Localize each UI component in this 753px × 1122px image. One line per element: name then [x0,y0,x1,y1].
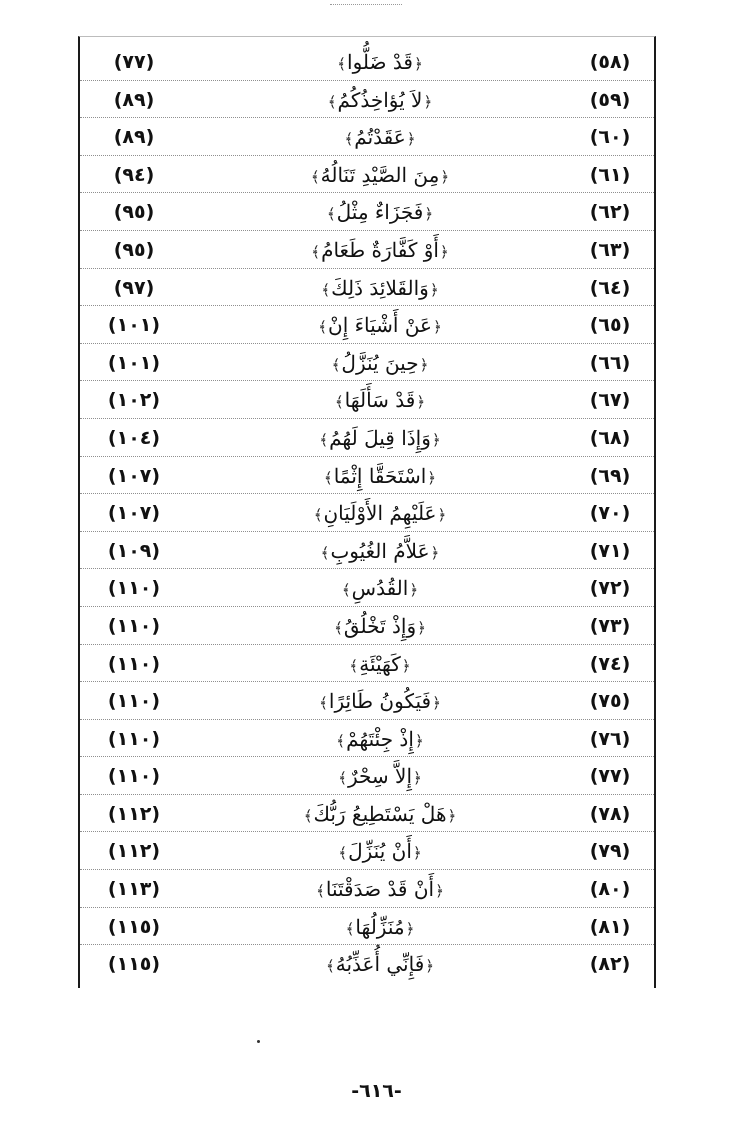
word-text: كَهَيْئَةِ [359,651,401,676]
word-text: مُنَزِّلُهَا [355,914,405,939]
table-row [80,156,654,194]
entry-number: (٦٣) [589,238,631,261]
ornate-bracket-close-icon: ﴾ [334,393,344,412]
ornate-bracket-open-icon: ﴿ [432,694,441,713]
quranic-word [250,763,510,791]
table-row [80,832,654,870]
page-reference: (١١٠) [107,614,161,637]
page-reference: (١٠٧) [107,502,161,525]
table-row [80,81,654,119]
ornate-bracket-close-icon: ﴾ [341,581,351,600]
entry-number: (٧٦) [589,727,631,750]
ornate-bracket-open-icon: ﴿ [435,882,444,901]
word-text: هَلْ يَسْتَطِيعُ رَبُّكَ [313,801,447,826]
quranic-word [250,500,510,528]
ornate-bracket-open-icon: ﴿ [440,167,450,186]
ornate-bracket-close-icon: ﴾ [338,769,347,788]
table-row [80,945,654,983]
entry-number: (٥٨) [589,51,631,73]
quranic-word [250,425,510,453]
table-row [80,344,654,382]
word-text: عَلَيْهِمُ الأَوْلَيَانِ [323,501,437,526]
page-reference: (٩٥) [113,238,155,261]
page-reference: (١٠١) [107,351,161,374]
page-reference: (١٠٧) [107,464,161,487]
entry-number: (٦٠) [589,126,631,149]
table-row [80,720,654,758]
page-reference: (١١٠) [107,652,161,675]
ornate-bracket-open-icon: ﴿ [424,205,434,224]
entry-number: (٦٢) [589,201,631,224]
word-text: فَإِنِّي أُعَذِّبُهُ [335,952,425,977]
page-reference: (١١٥) [107,915,161,938]
print-speck [257,1040,260,1043]
ornate-bracket-open-icon: ﴿ [413,55,423,73]
page-reference: (١١٠) [107,727,161,750]
ornate-bracket-open-icon: ﴿ [429,280,439,299]
word-text: حِينَ يُنَزَّلُ [341,350,419,375]
word-text: وَإِذْ تَخْلُقُ [343,613,417,638]
page-reference: (٧٧) [113,51,155,73]
ornate-bracket-close-icon: ﴾ [319,694,328,713]
word-text: مِنَ الصَّيْدِ تَنَالُهُ [320,162,440,187]
quranic-word [250,575,510,603]
top-divider [330,4,402,5]
ornate-bracket-open-icon: ﴿ [447,806,457,825]
page-reference: (٩٤) [113,163,155,186]
table-row [80,381,654,419]
ornate-bracket-open-icon: ﴿ [439,242,449,261]
entry-number: (٨٢) [589,953,631,976]
word-text: لاَ يُؤاخِذُكُمُ [337,87,423,112]
word-text: عَقَدْتُمُ [354,125,406,150]
word-text: وَالقَلائِدَ ذَلِكَ [331,275,429,300]
table-row [80,682,654,720]
table-row [80,757,654,795]
page-reference: (١١٥) [107,953,161,976]
quranic-word [250,613,510,641]
ornate-bracket-open-icon: ﴿ [416,393,426,412]
table-row [80,306,654,344]
page-reference: (٩٥) [113,201,155,224]
ornate-bracket-open-icon: ﴿ [409,581,419,600]
word-text: وَإِذَا قِيلَ لَهُمُ [329,425,431,450]
page-reference: (٩٧) [113,276,155,299]
word-text: قَدْ ضَلُّوا [347,50,413,74]
word-text: أَوْ كَفَّارَةٌ طَعَامُ [321,237,439,262]
table-row [80,118,654,156]
quranic-word [250,538,510,566]
ornate-bracket-open-icon: ﴿ [431,430,441,449]
entry-number: (٧٠) [589,502,631,525]
table-row [80,494,654,532]
quranic-word [250,350,510,378]
entry-number: (٦٦) [589,351,631,374]
ornate-bracket-close-icon: ﴾ [323,468,333,487]
entry-number: (٧١) [589,539,631,562]
ornate-bracket-open-icon: ﴿ [414,731,424,750]
entry-number: (٦١) [589,163,631,186]
word-text: فَيَكُونُ طَائِرًا [328,689,432,714]
ornate-bracket-close-icon: ﴾ [334,618,343,637]
table-row [80,193,654,231]
word-text: إِلاَّ سِحْرٌ [347,764,413,789]
entry-number: (٧٨) [589,802,631,825]
entry-number: (٦٤) [589,276,631,299]
ornate-bracket-close-icon: ﴾ [331,355,341,374]
quranic-word [250,651,510,679]
page-reference: (١٠٩) [107,539,161,562]
ornate-bracket-open-icon: ﴿ [437,506,447,525]
ornate-bracket-close-icon: ﴾ [319,430,329,449]
entry-number: (٧٣) [589,614,631,637]
page-reference: (١٠٤) [107,426,161,449]
quranic-word [250,726,510,754]
ornate-bracket-open-icon: ﴿ [413,769,422,788]
entry-number: (٦٨) [589,426,631,449]
entry-number: (٧٥) [589,690,631,713]
quranic-word [250,876,510,904]
ornate-bracket-open-icon: ﴿ [425,957,435,976]
entry-number: (٧٧) [589,765,631,788]
quranic-word [250,914,510,942]
ornate-bracket-open-icon: ﴿ [405,919,415,938]
page-reference: (١١٠) [107,765,161,788]
ornate-bracket-close-icon: ﴾ [345,919,355,938]
ornate-bracket-close-icon: ﴾ [349,656,359,675]
ornate-bracket-open-icon: ﴿ [412,844,422,863]
quranic-word [250,199,510,227]
index-table [78,36,656,988]
ornate-bracket-close-icon: ﴾ [320,543,330,562]
table-row [80,569,654,607]
quranic-word [250,275,510,303]
quranic-word [250,124,510,152]
table-row [80,607,654,645]
word-text: عَلاَّمُ الغُيُوبِ [330,538,430,563]
quranic-word [250,838,510,866]
quranic-word [250,87,510,115]
ornate-bracket-open-icon: ﴿ [432,318,442,337]
entry-number: (٦٩) [589,464,631,487]
ornate-bracket-close-icon: ﴾ [327,92,337,111]
quranic-word [250,237,510,265]
ornate-bracket-close-icon: ﴾ [318,318,328,337]
word-text: إِذْ جِئْتَهُمْ [346,726,414,751]
ornate-bracket-close-icon: ﴾ [336,731,346,750]
quranic-word [250,312,510,340]
ornate-bracket-open-icon: ﴿ [417,618,426,637]
entry-number: (٧٩) [589,840,631,863]
page-reference: (١١٢) [107,840,161,863]
ornate-bracket-open-icon: ﴿ [406,130,416,149]
word-text: فَجَزَاءٌ مِثْلُ [336,200,424,225]
ornate-bracket-close-icon: ﴾ [316,882,325,901]
page-reference: (١١٠) [107,690,161,713]
word-text: أَنْ قَدْ صَدَقْتَنَا [325,877,435,902]
ornate-bracket-close-icon: ﴾ [311,242,321,261]
table-row [80,231,654,269]
quranic-word [250,49,510,77]
index-rows [80,43,654,983]
page-reference: (٨٩) [113,126,155,149]
ornate-bracket-close-icon: ﴾ [310,167,320,186]
table-row [80,795,654,833]
quranic-word [250,387,510,415]
entry-number: (٦٥) [589,314,631,337]
ornate-bracket-close-icon: ﴾ [303,806,313,825]
ornate-bracket-open-icon: ﴿ [423,92,433,111]
table-row [80,457,654,495]
page-reference: (١١٠) [107,577,161,600]
page-reference: (٨٩) [113,88,155,111]
ornate-bracket-close-icon: ﴾ [313,506,323,525]
entry-number: (٨٠) [589,878,631,901]
ornate-bracket-close-icon: ﴾ [337,55,347,73]
table-row [80,43,654,81]
ornate-bracket-open-icon: ﴿ [430,543,440,562]
quranic-word [250,951,510,979]
ornate-bracket-close-icon: ﴾ [326,205,336,224]
table-row [80,870,654,908]
quranic-word [250,162,510,190]
table-row [80,908,654,946]
ornate-bracket-close-icon: ﴾ [338,844,348,863]
ornate-bracket-open-icon: ﴿ [427,468,437,487]
quranic-word [250,463,510,491]
ornate-bracket-open-icon: ﴿ [419,355,429,374]
quranic-word [250,688,510,716]
word-text: اسْتَحَقَّا إِثْمًا [333,463,427,488]
entry-number: (٥٩) [589,88,631,111]
page-reference: (١١٢) [107,802,161,825]
page-number: -٦١٦- [351,1080,402,1102]
page-reference: (١٠٢) [107,389,161,412]
entry-number: (٦٧) [589,389,631,412]
table-row [80,645,654,683]
table-row [80,269,654,307]
ornate-bracket-open-icon: ﴿ [401,656,411,675]
entry-number: (٧٤) [589,652,631,675]
entry-number: (٨١) [589,915,631,938]
ornate-bracket-close-icon: ﴾ [325,957,335,976]
word-text: قَدْ سَأَلَهَا [344,388,416,413]
entry-number: (٧٢) [589,577,631,600]
quranic-word [250,801,510,829]
table-row [80,532,654,570]
table-row [80,419,654,457]
word-text: عَنْ أَشْيَاءَ إِنْ [328,313,432,338]
word-text: القُدُسِ [351,576,409,601]
page-reference: (١١٣) [107,878,161,901]
word-text: أَنْ يُنَزِّلَ [348,839,412,864]
ornate-bracket-close-icon: ﴾ [344,130,354,149]
ornate-bracket-close-icon: ﴾ [321,280,331,299]
page-reference: (١٠١) [107,314,161,337]
